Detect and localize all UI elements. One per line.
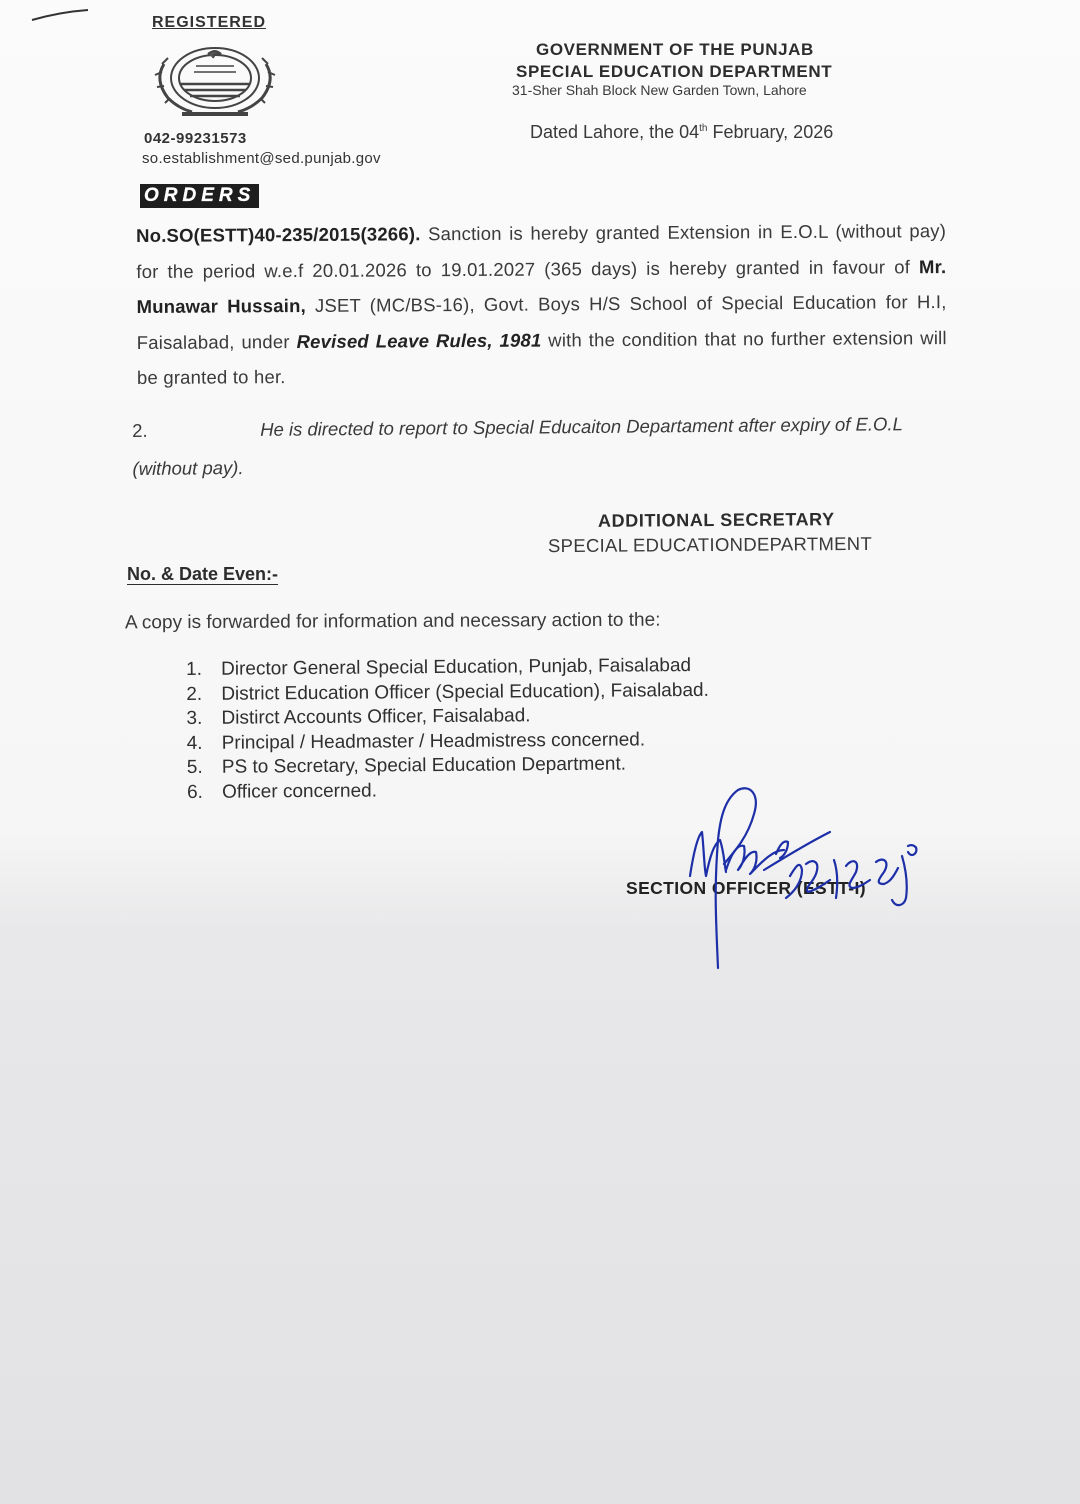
list-item-number: 3. xyxy=(186,708,203,730)
endorsement-heading: No. & Date Even:- xyxy=(127,564,279,584)
list-item-number: 1. xyxy=(186,658,203,680)
list-item-number: 5. xyxy=(186,757,203,779)
list-item xyxy=(187,728,710,757)
dated-line xyxy=(530,122,833,143)
list-item-text: PS to Secretary, Special Education Department. xyxy=(221,753,627,779)
department-title: SPECIAL EDUCATION DEPARTMENT xyxy=(516,62,833,81)
list-item xyxy=(186,678,709,707)
list-item-text: District Education Officer (Special Education), Faisalabad. xyxy=(221,679,709,705)
list-item-text: Principal / Headmaster / Headmistress concerned. xyxy=(221,729,646,754)
email-address: so.establishment@sed.punjab.gov xyxy=(142,150,381,167)
pen-stroke-mark xyxy=(30,8,90,22)
list-item-text: Distirct Accounts Officer, Faisalabad. xyxy=(221,705,531,729)
section-officer-title: SECTION OFFICER (ESTT-I) xyxy=(626,878,867,898)
paragraph-number: 2. xyxy=(132,419,148,441)
punjab-emblem-icon xyxy=(150,36,280,124)
list-item xyxy=(186,654,709,683)
list-item xyxy=(187,777,710,806)
dated-superscript: th xyxy=(699,123,708,134)
dated-suffix: February, 2026 xyxy=(707,122,834,142)
employee-name: Mr. Munawar Hussain, xyxy=(136,255,947,317)
leave-rules-reference: Revised Leave Rules, 1981 xyxy=(296,329,542,352)
list-item-number: 4. xyxy=(186,732,203,754)
additional-secretary-department: SPECIAL EDUCATIONDEPARTMENT xyxy=(547,532,873,557)
order-paragraph-2 xyxy=(132,405,955,488)
endorsement-intro: A copy is forwarded for information and necessary action to the: xyxy=(124,609,661,634)
order-text-c: with the condition that no further extension will be granted to her. xyxy=(136,326,947,388)
phone-number: 042-99231573 xyxy=(144,130,247,147)
list-item-number: 2. xyxy=(186,683,203,705)
list-item-text: Officer concerned. xyxy=(221,780,378,803)
handwritten-signature xyxy=(680,780,940,980)
dated-prefix: Dated Lahore, the 04 xyxy=(530,122,700,142)
list-item-number: 6. xyxy=(186,781,203,803)
distribution-list xyxy=(186,654,710,806)
government-title: GOVERNMENT OF THE PUNJAB xyxy=(536,40,814,59)
order-reference-number: No.SO(ESTT)40-235/2015(3266). xyxy=(136,223,421,246)
order-paragraph-1 xyxy=(136,213,947,395)
registered-label: REGISTERED xyxy=(152,14,267,31)
orders-heading: ORDERS xyxy=(140,184,259,208)
list-item-text: Director General Special Education, Punjab, Faisalabad xyxy=(221,655,692,680)
department-address: 31-Sher Shah Block New Garden Town, Lahore xyxy=(512,82,807,98)
order-text-b: JSET (MC/BS-16), Govt. Boys H/S School of Special Education for H.I, Faisalabad, under xyxy=(136,291,947,353)
paragraph-2-text: He is directed to report to Special Educaiton Departament after expiry of E.O.L (without pay). xyxy=(132,413,903,479)
additional-secretary-title: ADDITIONAL SECRETARY xyxy=(597,509,835,531)
order-text-a: Sanction is hereby granted Extension in E.O.L (without pay) for the period w.e.f 20.01.2026 to 19.01.2027 (365 days) is hereby granted in favour of xyxy=(136,220,947,282)
